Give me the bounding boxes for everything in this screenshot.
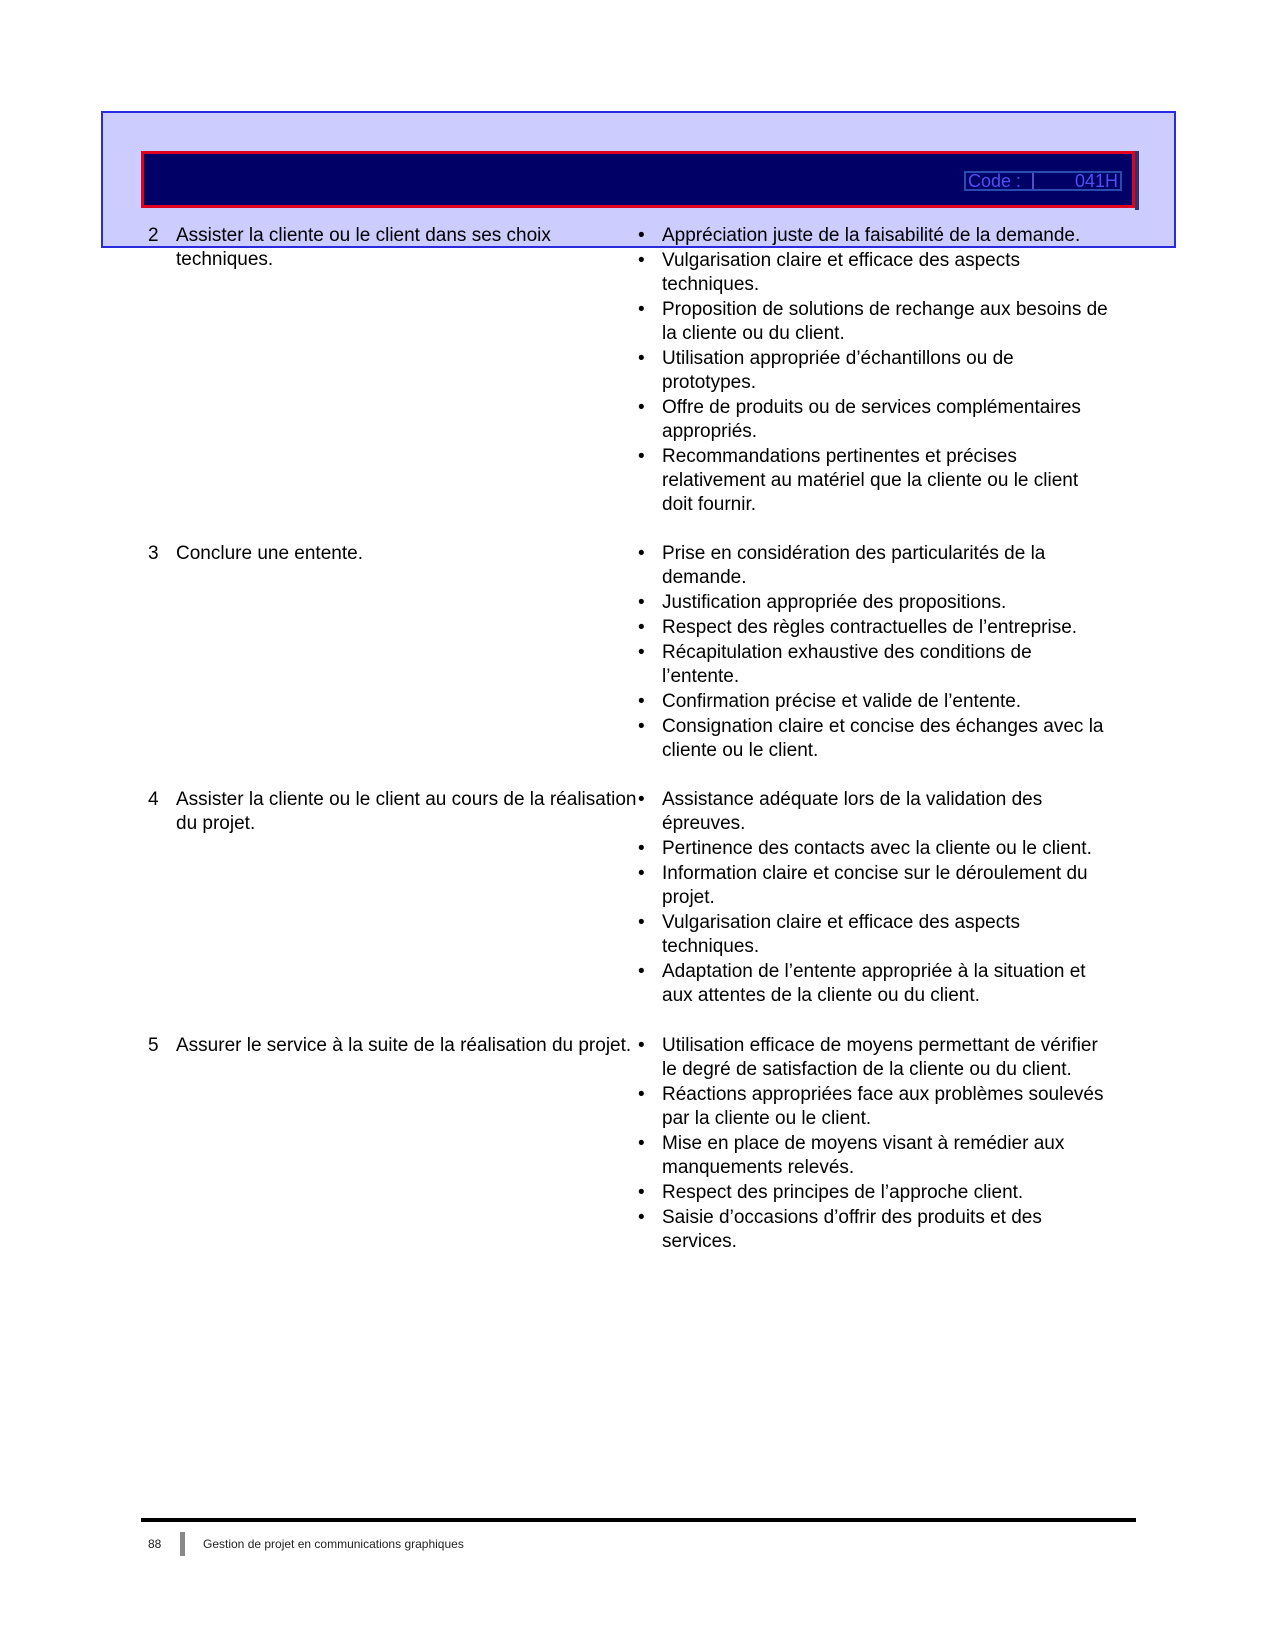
element-cell — [148, 788, 638, 836]
table-row — [148, 224, 1108, 518]
criterion-text: Prise en considération des particularités de la demande. — [662, 543, 1046, 588]
list-item — [638, 690, 1108, 714]
bullet-icon: • — [638, 789, 645, 810]
criterion-text: Saisie d’occasions d’offrir des produits et des services. — [662, 1207, 1042, 1252]
bullet-icon: • — [638, 1133, 645, 1154]
list-item — [638, 788, 1108, 836]
element-cell — [148, 1034, 638, 1058]
criterion-text: Vulgarisation claire et efficace des aspects techniques. — [662, 912, 1021, 957]
list-item — [638, 591, 1108, 615]
list-item — [638, 1132, 1108, 1180]
list-item — [638, 911, 1108, 959]
list-item — [638, 616, 1108, 640]
code-box — [964, 171, 1122, 191]
bullet-icon: • — [638, 912, 645, 933]
element-text: Assister la cliente ou le client dans ses choix techniques. — [176, 225, 551, 270]
criteria-list — [638, 788, 1108, 1009]
criterion-text: Information claire et concise sur le déroulement du projet. — [662, 863, 1088, 908]
element-number: 2 — [148, 225, 159, 246]
element-text: Assurer le service à la suite de la réalisation du projet. — [176, 1035, 632, 1056]
table-row — [148, 542, 1108, 764]
footer-rule — [141, 1518, 1136, 1522]
bullet-icon: • — [638, 716, 645, 737]
list-item — [638, 347, 1108, 395]
bullet-icon: • — [638, 617, 645, 638]
bullet-icon: • — [638, 961, 645, 982]
criterion-text: Justification appropriée des propositions. — [662, 592, 1007, 613]
criterion-text: Confirmation précise et valide de l’entente. — [662, 691, 1022, 712]
bullet-icon: • — [638, 592, 645, 613]
criterion-text: Assistance adéquate lors de la validation des épreuves. — [662, 789, 1043, 834]
list-item — [638, 396, 1108, 444]
list-item — [638, 1083, 1108, 1131]
element-number: 3 — [148, 543, 159, 564]
list-item — [638, 960, 1108, 1008]
element-text: Assister la cliente ou le client au cours de la réalisation du projet. — [176, 789, 637, 834]
list-item — [638, 1034, 1108, 1082]
code-label: Code : — [968, 170, 1022, 191]
table-row — [148, 788, 1108, 1009]
bullet-icon: • — [638, 299, 645, 320]
bullet-icon: • — [638, 691, 645, 712]
element-cell — [148, 542, 638, 566]
criterion-text: Utilisation efficace de moyens permettant de vérifier le degré de satisfaction de la cliente ou du client. — [662, 1035, 1098, 1080]
element-cell — [148, 224, 638, 272]
bullet-icon: • — [638, 838, 645, 859]
list-item — [638, 862, 1108, 910]
list-item — [638, 837, 1108, 861]
title-bar-shadow — [1135, 151, 1139, 210]
list-item — [638, 445, 1108, 517]
criterion-text: Proposition de solutions de rechange aux besoins de la cliente ou du client. — [662, 299, 1108, 344]
code-value: 041H — [1074, 170, 1118, 191]
bullet-icon: • — [638, 397, 645, 418]
element-number: 4 — [148, 789, 159, 810]
bullet-icon: • — [638, 446, 645, 467]
criterion-text: Mise en place de moyens visant à remédier aux manquements relevés. — [662, 1133, 1065, 1178]
bullet-icon: • — [638, 225, 645, 246]
list-item — [638, 542, 1108, 590]
page-number: 88 — [148, 1537, 162, 1551]
criterion-text: Respect des règles contractuelles de l’entreprise. — [662, 617, 1078, 638]
footer-separator — [180, 1532, 185, 1556]
criterion-text: Appréciation juste de la faisabilité de la demande. — [662, 225, 1081, 246]
list-item — [638, 641, 1108, 689]
table-row — [148, 1034, 1108, 1255]
bullet-icon: • — [638, 642, 645, 663]
criterion-text: Recommandations pertinentes et précises relativement au matériel que la cliente ou le client doit fournir. — [662, 446, 1079, 515]
bullet-icon: • — [638, 543, 645, 564]
criterion-text: Vulgarisation claire et efficace des aspects techniques. — [662, 250, 1021, 295]
criterion-text: Pertinence des contacts avec la cliente ou le client. — [662, 838, 1092, 859]
bullet-icon: • — [638, 1182, 645, 1203]
list-item — [638, 1206, 1108, 1254]
criteria-list — [638, 224, 1108, 518]
element-number: 5 — [148, 1035, 159, 1056]
list-item — [638, 1181, 1108, 1205]
criterion-text: Utilisation appropriée d’échantillons ou de prototypes. — [662, 348, 1014, 393]
criterion-text: Consignation claire et concise des échanges avec la cliente ou le client. — [662, 716, 1104, 761]
criteria-list — [638, 542, 1108, 764]
list-item — [638, 715, 1108, 763]
bullet-icon: • — [638, 250, 645, 271]
list-item — [638, 298, 1108, 346]
bullet-icon: • — [638, 1035, 645, 1056]
criterion-text: Réactions appropriées face aux problèmes soulevés par la cliente ou le client. — [662, 1084, 1104, 1129]
criterion-text: Respect des principes de l’approche client. — [662, 1182, 1024, 1203]
bullet-icon: • — [638, 348, 645, 369]
bullet-icon: • — [638, 1084, 645, 1105]
bullet-icon: • — [638, 863, 645, 884]
criterion-text: Récapitulation exhaustive des conditions de l’entente. — [662, 642, 1032, 687]
criteria-list — [638, 1034, 1108, 1255]
list-item — [638, 224, 1108, 248]
element-text: Conclure une entente. — [176, 543, 363, 564]
document-title: Gestion de projet en communications graphiques — [203, 1537, 464, 1551]
criterion-text: Offre de produits ou de services complémentaires appropriés. — [662, 397, 1081, 442]
list-item — [638, 249, 1108, 297]
bullet-icon: • — [638, 1207, 645, 1228]
page-footer — [148, 1532, 464, 1556]
criterion-text: Adaptation de l’entente appropriée à la situation et aux attentes de la cliente ou du client. — [662, 961, 1086, 1006]
